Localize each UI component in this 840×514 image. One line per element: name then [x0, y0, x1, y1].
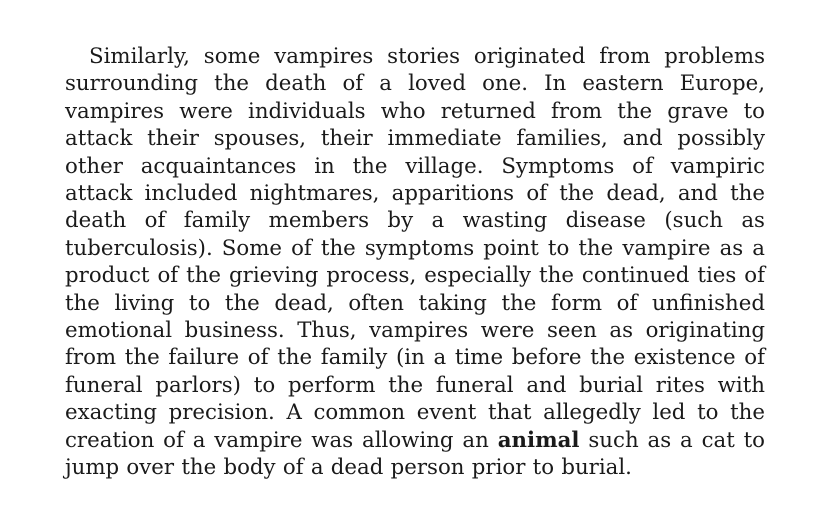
- paragraph-text-start: Similarly, some vampires stories originated from problems surrounding the death of a loved one. In eastern Europe, vampires were individuals who returned from the grave to attack their spouses, their immediate families, and possibly other acquaintances in the village. Symptoms of vampiric attack included nightmares, apparitions of the dead, and the death of family members by a wasting disease (such as tuberculosis). Some of the symptoms point to the vampire as a product of the grieving process, especially the continued ties of the living to the dead, often taking the form of unfinished emotional business. Thus, vampires were seen as originating from the failure of the family (in a time before the existence of funeral parlors) to perform the funeral and burial rites with exacting precision. A common event that allegedly led to the creation of a vampire was allowing an: [65, 44, 765, 453]
- paragraph-text-end: such as a cat to jump over the body of a dead person prior to burial.: [65, 427, 765, 481]
- emphasized-word: animal: [497, 427, 580, 453]
- body-paragraph: [65, 43, 765, 482]
